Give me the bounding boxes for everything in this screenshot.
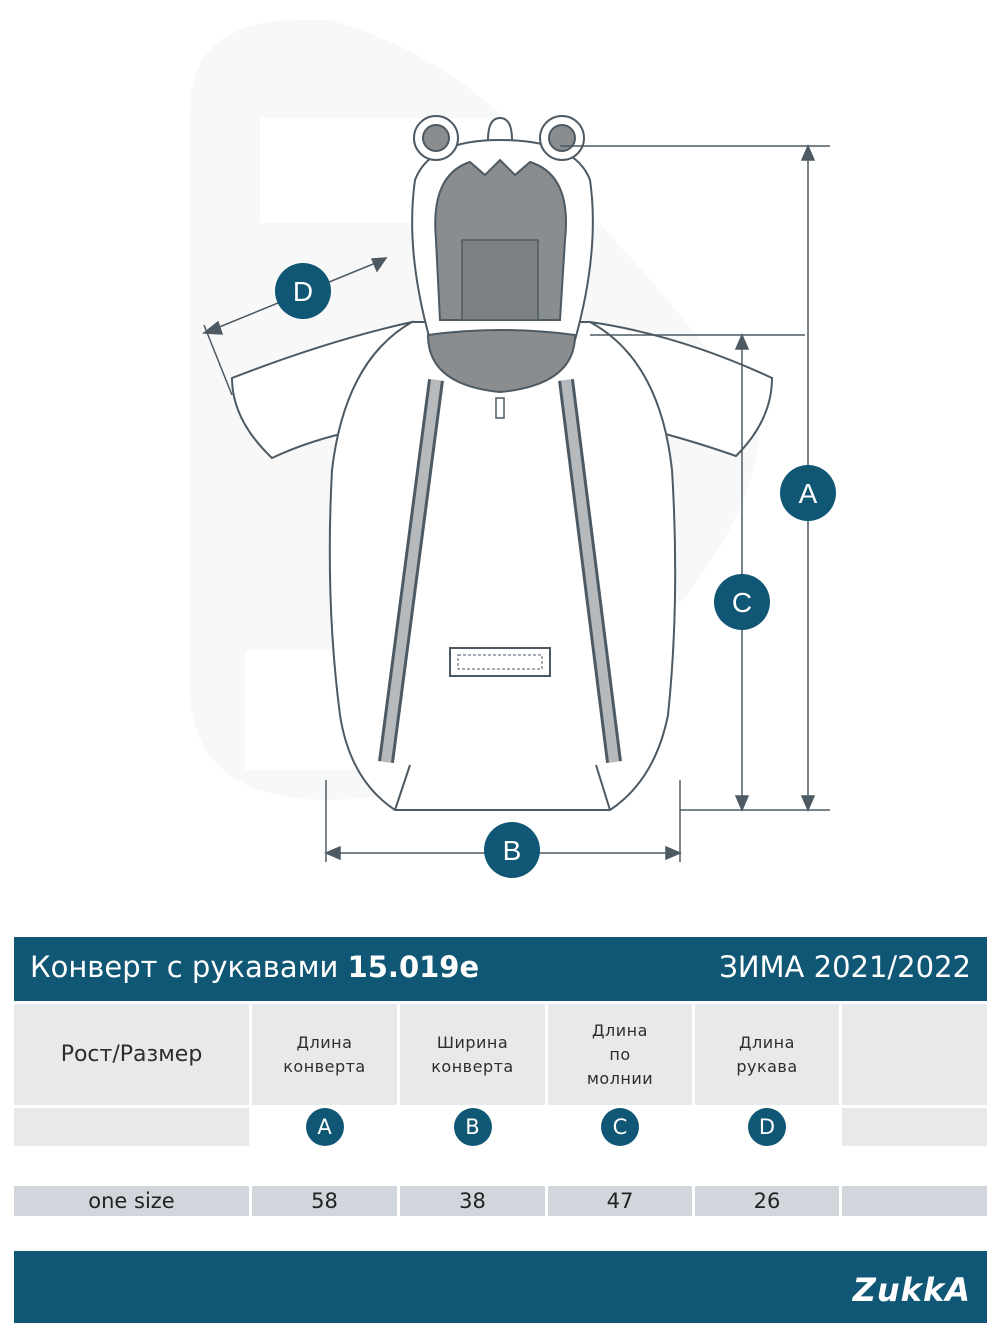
badge-b: B [454,1108,492,1146]
table-row-size: one size [14,1186,249,1216]
season-label: ЗИМА 2021/2022 [719,950,971,984]
footer-bar [14,1251,987,1323]
badge-a: A [306,1108,344,1146]
table-cell-sleeve-length: 26 [695,1186,839,1216]
badge-cell-b [400,1108,545,1146]
label-c: C [731,587,753,618]
label-b: B [502,835,522,866]
article-number: 15.019е [347,950,480,984]
table-cell-length: 58 [252,1186,397,1216]
column-header-length: Длина конверта [252,1004,397,1105]
badge-cell-a [252,1108,397,1146]
column-header-zipper-length: Длина по молнии [548,1004,692,1105]
label-d: D [292,276,314,307]
product-name: Конверт с рукавами [30,950,339,984]
badge-c: C [601,1108,639,1146]
size-header: Рост/Размер [14,1004,249,1105]
badge-row-label [14,1108,249,1146]
badge-cell-d [695,1108,839,1146]
pocket [450,648,550,676]
column-header-empty [842,1004,987,1105]
badge-d: D [748,1108,786,1146]
badge-cell-c [548,1108,692,1146]
badge-cell-empty [842,1108,987,1146]
table-cell-empty [842,1186,987,1216]
table-cell-width: 38 [400,1186,545,1216]
title-bar [14,937,987,1001]
column-header-width: Ширина конверта [400,1004,545,1105]
brand-logo: ZukkA [852,1271,971,1309]
column-header-sleeve-length: Длина рукава [695,1004,839,1105]
table-cell-zipper-length: 47 [548,1186,692,1216]
label-a: A [798,478,818,509]
product-title [30,950,479,984]
